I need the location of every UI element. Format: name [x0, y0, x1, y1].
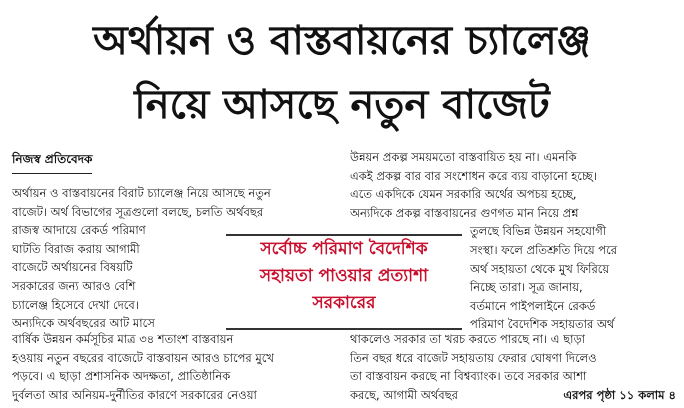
pull-quote — [226, 234, 462, 330]
bottom-right-column — [350, 330, 676, 404]
bottom-right-last-text: করছে, আগামী অর্থবছর — [350, 387, 458, 402]
bottom-left-line: দুর্বলতা আর অনিয়ম-দুর্নীতির কারণে সরকারের নেওয়া — [12, 387, 257, 402]
bottom-right-line — [350, 386, 676, 405]
left-col-line: অর্থায়ন ও বাস্তবায়নের বিরাট চ্যালেঞ্জ নিয়ে আসছে নতুন — [12, 186, 271, 200]
left-col-line: বাজেট। অর্থ বিভাগের সূত্রগুলো বলছে, চলতি অর্থবছর — [12, 204, 264, 219]
bottom-right-line: তিন বছর ধরে বাজেট সহায়তায় ফেরার ঘোষণা দিলেও — [350, 350, 597, 365]
left-col-line: সরকারের জন্য আরও বেশি — [12, 278, 136, 293]
right-col-line: নিচ্ছে তারা। সূত্র জানায়, — [470, 280, 583, 295]
left-col-line: রাজস্ব আদায়ে রেকর্ড পরিমাণ — [12, 223, 146, 238]
pull-quote-line: সহায়তা পাওয়ার প্রত্যাশা — [259, 266, 429, 286]
right-col-line: অন্যদিকে প্রকল্প বাস্তবায়নের গুণগত মান নিয়ে প্রশ্ন — [350, 205, 579, 220]
left-col-line: বাজেটে অর্থায়নের বিষয়টি — [12, 260, 133, 275]
bottom-right-line: তা বাস্তবায়ন করছে না বিশ্বব্যাংক। তবে সরকার আশা — [350, 369, 587, 384]
right-col-line: একই প্রকল্প বার বার সংশোধন করে ব্যয় বাড়ানো হচ্ছে। — [350, 168, 597, 183]
right-col-line: বর্তমানে পাইপলাইনে রেকর্ড — [470, 298, 596, 313]
continuation-note: এরপর পৃষ্ঠা ১১ কলাম ৪ — [563, 387, 676, 402]
left-col-line: ঘাটতি বিরাজ করায় আগামী — [12, 241, 140, 256]
right-col-line: এতে একদিকে যেমন সরকারি অর্থের অপচয় হচ্ছে, — [350, 187, 577, 202]
bottom-left-column — [12, 330, 342, 404]
left-col-line: চ্যালেঞ্জ হিসেবে দেখা দেবে। — [12, 297, 139, 312]
bottom-right-line: থাকলেও সরকার তা খরচ করতে পারছে না। এ ছাড়া — [350, 332, 585, 346]
pull-quote-line: সর্বোচ্চ পরিমাণ বৈদেশিক — [260, 239, 428, 259]
headline-line-1: অর্থায়ন ও বাস্তবায়নের চ্যালেঞ্জ — [93, 18, 591, 64]
bottom-left-line: বার্ষিক উন্নয়ন কর্মসূচির মাত্র ৩৪ শতাংশ বাস্তবায়ন — [12, 332, 234, 346]
right-col-line: সংস্থা। ফলে প্রতিশ্রুতি দিয়ে পরে — [470, 242, 618, 257]
right-col-line: পরিমাণ বৈদেশিক সহায়তার অর্থ — [470, 317, 615, 332]
byline: নিজস্ব প্রতিবেদক — [12, 151, 92, 174]
pull-quote-line: সরকারের — [312, 293, 376, 313]
headline-line-2: নিয়ে আসছে নতুন বাজেট — [134, 82, 550, 128]
right-col-line: তুলছে বিভিন্ন উন্নয়ন সহযোগী — [470, 224, 607, 239]
left-col-line: অন্যদিকে অর্থবছরের আট মাসে — [12, 316, 155, 331]
right-col-line: উন্নয়ন প্রকল্প সময়মতো বাস্তবায়িত হয় না। এমনকি — [350, 150, 577, 164]
bottom-left-line: পড়বে। এ ছাড়া প্রশাসনিক অদক্ষতা, প্রাতিষ্ঠানিক — [12, 369, 231, 384]
bottom-left-line: হওয়ায় নতুন বছরের বাজেটে বাস্তবায়ন আরও চাপের মুখে — [12, 350, 274, 365]
right-col-line: অর্থ সহায়তা থেকে মুখ ফিরিয়ে — [470, 261, 610, 276]
